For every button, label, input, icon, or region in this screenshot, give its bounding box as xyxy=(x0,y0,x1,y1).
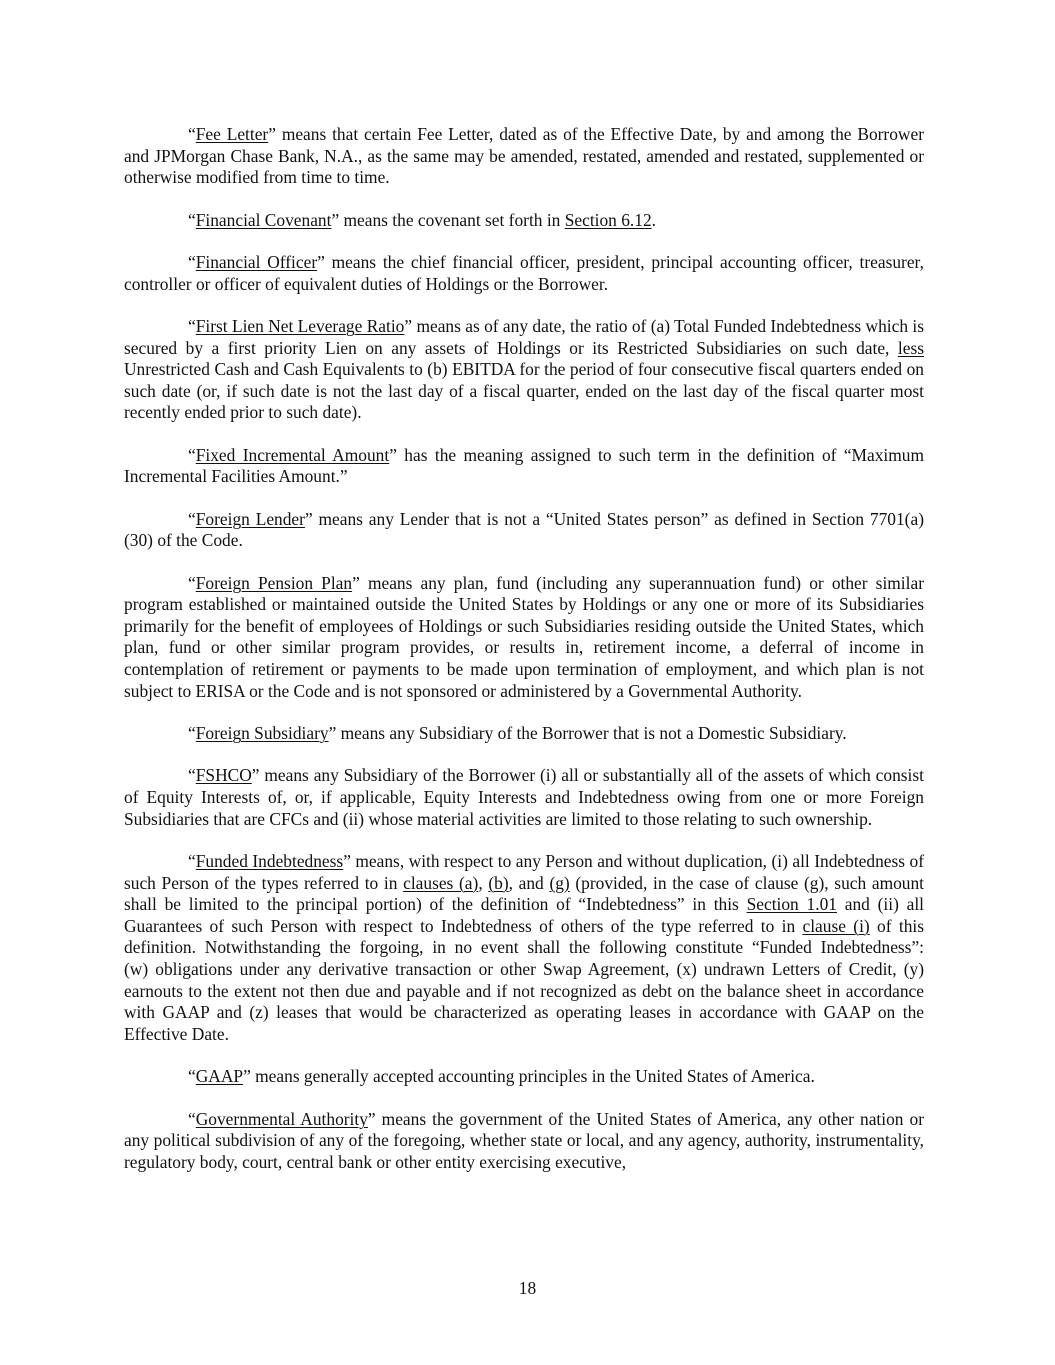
definition-text: ” means any plan, fund (including any superannuation fund) or other similar program established or maintained outside the United States by Holdings or any one or more of its Subsidiaries primarily for the benefit of employees of Holdings or such Subsidiaries residing outside the United States, which plan, fund or other similar program provides, or results in, retirement income, a deferral of income in contemplation of retirement or payments to be made upon termination of employment, and which plan is not subject to ERISA or the Code and is not sponsored or administered by a Governmental Authority. xyxy=(124,572,924,701)
definition-fshco xyxy=(124,765,924,830)
definition-text: and (ii) all Guarantees of such Person with respect to Indebtedness of others of the type referred to in xyxy=(124,894,925,936)
definition-financial-covenant xyxy=(124,210,924,232)
definition-governmental-authority xyxy=(124,1109,924,1174)
cross-reference: Section 6.12 xyxy=(564,209,652,230)
definition-foreign-subsidiary xyxy=(124,723,924,745)
definition-text: “ xyxy=(188,209,196,230)
defined-term: FSHCO xyxy=(195,765,252,786)
definition-text: . xyxy=(651,209,657,230)
definition-text: “ xyxy=(188,1066,196,1087)
definition-text: Unrestricted Cash and Cash Equivalents to (b) EBITDA for the period of four consecutive fiscal quarters ended on such date (or, if such date is not the last day of a fiscal quarter, ended on the last day of the fiscal quarter most recently ended prior to such date). xyxy=(124,359,924,423)
defined-term: Funded Indebtedness xyxy=(195,851,344,872)
cross-reference: clauses (a) xyxy=(403,872,479,893)
defined-term: Foreign Lender xyxy=(195,508,305,529)
definition-text: “ xyxy=(188,765,196,786)
definition-text: of this definition. Notwithstanding the forgoing, in no event shall the following constitute “Funded Indebtedness”: (w) obligations under any derivative transaction or other Swap Agreement, (x) undrawn Letters of Credit, (y) earnouts to the extent not then due and payable and if not recognized as debt on the balance sheet in accordance with GAAP and (z) leases that would be characterized as operating leases in accordance with GAAP on the Effective Date. xyxy=(124,915,924,1044)
definition-text: “ xyxy=(188,572,196,593)
definition-text: ” means as of any date, the ratio of (a) Total Funded Indebtedness which is secured by a first priority Lien on any assets of Holdings or its Restricted Subsidiaries on such date, xyxy=(124,315,924,358)
definition-text: “ xyxy=(188,251,196,272)
definition-text: ” means any Lender that is not a “United States person” as defined in Section 7701(a)(30) of the Code. xyxy=(124,508,924,551)
defined-term: Fee Letter xyxy=(195,124,269,144)
definition-text: , xyxy=(478,872,489,893)
definition-funded-indebtedness xyxy=(124,851,924,1045)
page-number: 18 xyxy=(518,1278,537,1298)
cross-reference: Section 1.01 xyxy=(746,894,837,915)
definition-text: ” means any Subsidiary of the Borrower (i) all or substantially all of the assets of which consist of Equity Interests of, or, if applicable, Equity Interests and Indebtedness owing from one or more Foreign Subsidiaries that are CFCs and (ii) whose material activities are limited to those relating to such ownership. xyxy=(124,765,924,829)
definition-gaap xyxy=(124,1066,924,1088)
definition-text: ” means the covenant set forth in xyxy=(331,209,565,230)
defined-term: Foreign Pension Plan xyxy=(195,572,353,593)
definition-text: “ xyxy=(188,508,196,529)
defined-term: Governmental Authority xyxy=(195,1108,368,1129)
definition-text: “ xyxy=(188,315,196,336)
definition-text: “ xyxy=(188,124,196,144)
definition-text: ” means any Subsidiary of the Borrower that is not a Domestic Subsidiary. xyxy=(328,723,847,744)
definition-text: ” means the government of the United States of America, any other nation or any political subdivision of any of the foregoing, whether state or local, and any agency, authority, instrumentality, regulatory body, court, central bank or other entity exercising executive, xyxy=(124,1108,924,1172)
definition-first-lien-net-leverage-ratio xyxy=(124,316,924,424)
definition-financial-officer xyxy=(124,252,924,295)
definition-text: “ xyxy=(188,1108,196,1129)
defined-term: Foreign Subsidiary xyxy=(195,723,329,744)
definition-text: ” means, with respect to any Person and without duplication, (i) all Indebtedness of such Person of the types referred to in xyxy=(124,851,925,893)
definition-text: (provided, in the case of clause (g), such amount shall be limited to the principal portion) of the definition of “Indebtedness” in this xyxy=(124,872,925,915)
cross-reference: (g) xyxy=(549,872,570,893)
definition-text: “ xyxy=(188,444,196,465)
definition-fee-letter xyxy=(124,124,924,189)
defined-term: Fixed Incremental Amount xyxy=(195,444,390,465)
defined-term: GAAP xyxy=(195,1066,244,1087)
cross-reference: (b) xyxy=(488,872,509,893)
definition-text: , and xyxy=(508,872,550,893)
definition-text: “ xyxy=(188,723,196,744)
definition-text: ” has the meaning assigned to such term in the definition of “Maximum Incremental Facilities Amount.” xyxy=(124,444,925,487)
cross-reference: clause (i) xyxy=(802,915,870,936)
defined-term: First Lien Net Leverage Ratio xyxy=(195,315,405,336)
definition-text: ” means that certain Fee Letter, dated as of the Effective Date, by and among the Borrower and JPMorgan Chase Bank, N.A., as the same may be amended, restated, amended and restated, supplemented or otherwise modified from time to time. xyxy=(124,124,924,188)
definition-text: “ xyxy=(188,851,196,872)
definition-foreign-pension-plan xyxy=(124,573,924,703)
definition-text: ” means generally accepted accounting principles in the United States of America. xyxy=(243,1066,815,1087)
definition-text: ” means the chief financial officer, president, principal accounting officer, treasurer, controller or officer of equivalent duties of Holdings or the Borrower. xyxy=(124,251,924,294)
cross-reference: less xyxy=(897,337,924,358)
defined-term: Financial Covenant xyxy=(195,209,332,230)
definition-fixed-incremental-amount xyxy=(124,445,924,488)
definitions-body xyxy=(124,124,924,1194)
defined-term: Financial Officer xyxy=(195,251,318,272)
definition-foreign-lender xyxy=(124,509,924,552)
